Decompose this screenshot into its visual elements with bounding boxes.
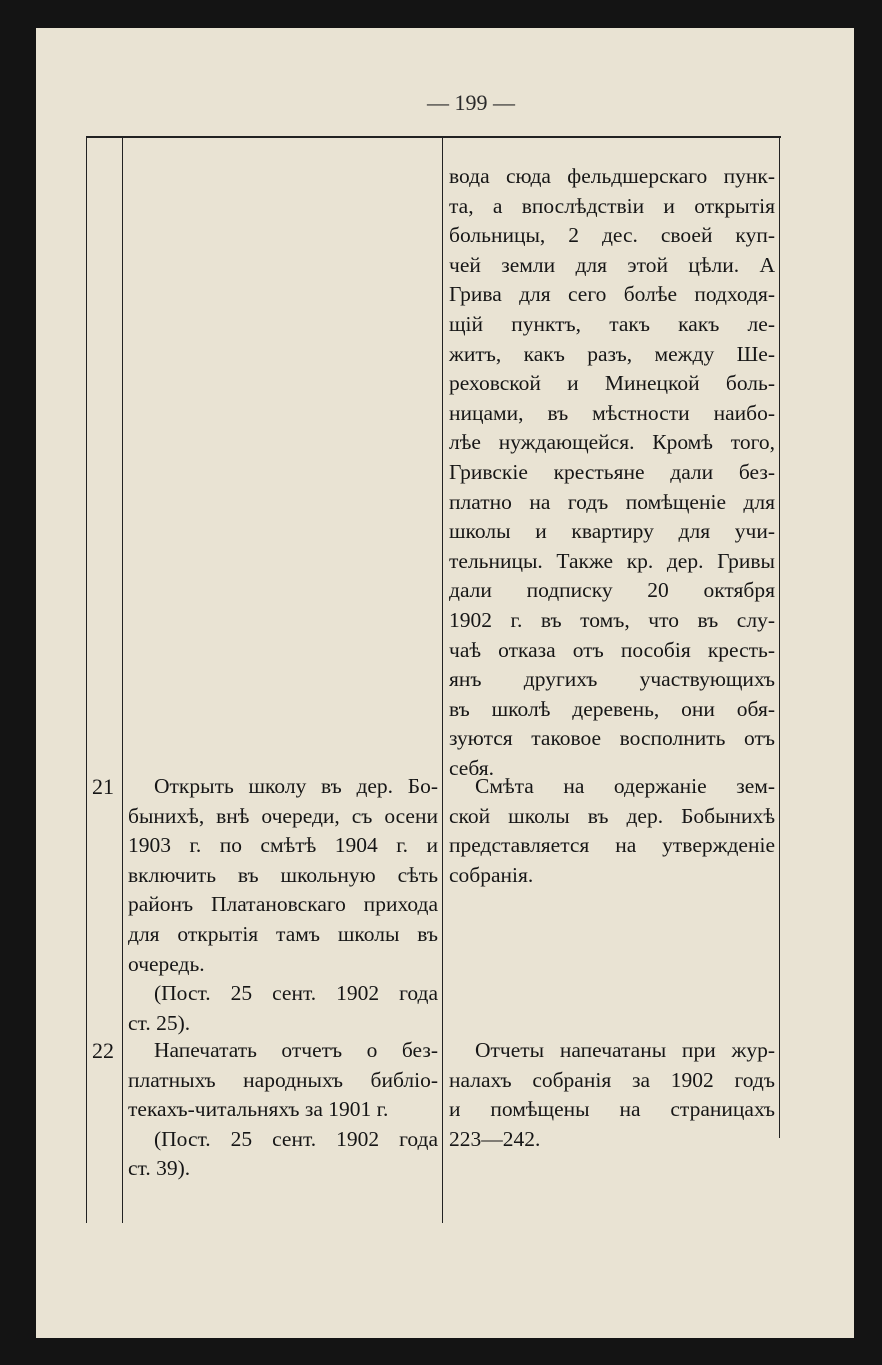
entry-number: 22 (92, 1038, 114, 1063)
text-line: и помѣщены на страницахъ (449, 1097, 775, 1122)
entry-execution (449, 772, 775, 890)
text-line: чей земли для этой цѣли. А (449, 252, 775, 277)
text-line: тельницы. Также кр. дер. Гривы (449, 548, 775, 573)
text-line: ской школы въ дер. Бобынихѣ (449, 803, 775, 828)
text-line: лѣе нуждающейся. Кромѣ того, (449, 430, 775, 455)
text-line: больницы, 2 дес. своей куп- (449, 223, 775, 248)
text-line: зуются таковое восполнить отъ (449, 726, 775, 751)
text-line: та, а впослѣдствіи и открытія (449, 193, 775, 218)
text-line: 223—242. (449, 1126, 541, 1151)
text-line: для открытія тамъ школы въ (128, 921, 438, 946)
text-line: дали подписку 20 октября (449, 578, 775, 603)
text-line: Грива для сего болѣе подходя- (449, 282, 775, 307)
text-line: себя. (449, 755, 495, 780)
citation-line: ст. 39). (128, 1156, 191, 1181)
text-line: бынихѣ, внѣ очереди, съ осени (128, 803, 438, 828)
page-number: — 199 — (427, 90, 515, 115)
citation-line: ст. 25). (128, 1010, 191, 1035)
text-line: ницами, въ мѣстности наибо- (449, 400, 775, 425)
entry-resolution (128, 772, 438, 1038)
text-line: Смѣта на одержаніе зем- (475, 774, 775, 798)
text-line: представляется на утвержденіе (449, 833, 775, 858)
text-line: Открыть школу въ дер. Бо- (154, 774, 438, 798)
text-line: янъ другихъ участвующихъ (449, 667, 775, 692)
table-border-right (779, 138, 780, 1138)
text-line: собранія. (449, 862, 534, 887)
text-line: районъ Платановскаго прихода (128, 892, 438, 917)
text-line: платно на годъ помѣщеніе для (449, 489, 775, 514)
resolutions-table (86, 136, 781, 1223)
text-line: реховской и Минецкой боль- (449, 371, 775, 396)
text-line: Напечатать отчетъ о без- (154, 1038, 438, 1062)
text-line: чаѣ отказа отъ пособія кресть- (449, 637, 775, 662)
book-page (36, 28, 854, 1338)
text-line: 1903 г. по смѣтѣ 1904 г. и (128, 833, 438, 858)
entry-resolution (128, 1036, 438, 1184)
citation-line: (Пост. 25 сент. 1902 года (154, 1126, 438, 1151)
entry-execution (449, 1036, 775, 1154)
text-line: въ школѣ деревень, они обя- (449, 696, 775, 721)
text-line: житъ, какъ разъ, между Ше- (449, 341, 775, 366)
table-divider-number (122, 138, 123, 1223)
text-line: школы и квартиру для учи- (449, 519, 775, 544)
text-line: налахъ собранія за 1902 годъ (449, 1067, 775, 1092)
text-line: включить въ школьную сѣть (128, 862, 438, 887)
text-line: текахъ-читальняхъ за 1901 г. (128, 1097, 389, 1122)
text-line: Гривскіе крестьяне дали без- (449, 459, 775, 484)
entry-continued-execution (449, 162, 775, 783)
text-line: 1902 г. въ томъ, что въ слу- (449, 607, 775, 632)
text-line: очередь. (128, 951, 205, 976)
text-line: вода сюда фельдшерскаго пунк- (449, 164, 775, 188)
text-line: платныхъ народныхъ библіо- (128, 1067, 438, 1092)
text-line: Отчеты напечатаны при жур- (475, 1038, 775, 1062)
table-divider-execution (442, 138, 443, 1223)
entry-number: 21 (92, 774, 114, 799)
text-line: щій пунктъ, такъ какъ ле- (449, 311, 775, 336)
citation-line: (Пост. 25 сент. 1902 года (154, 981, 438, 1006)
